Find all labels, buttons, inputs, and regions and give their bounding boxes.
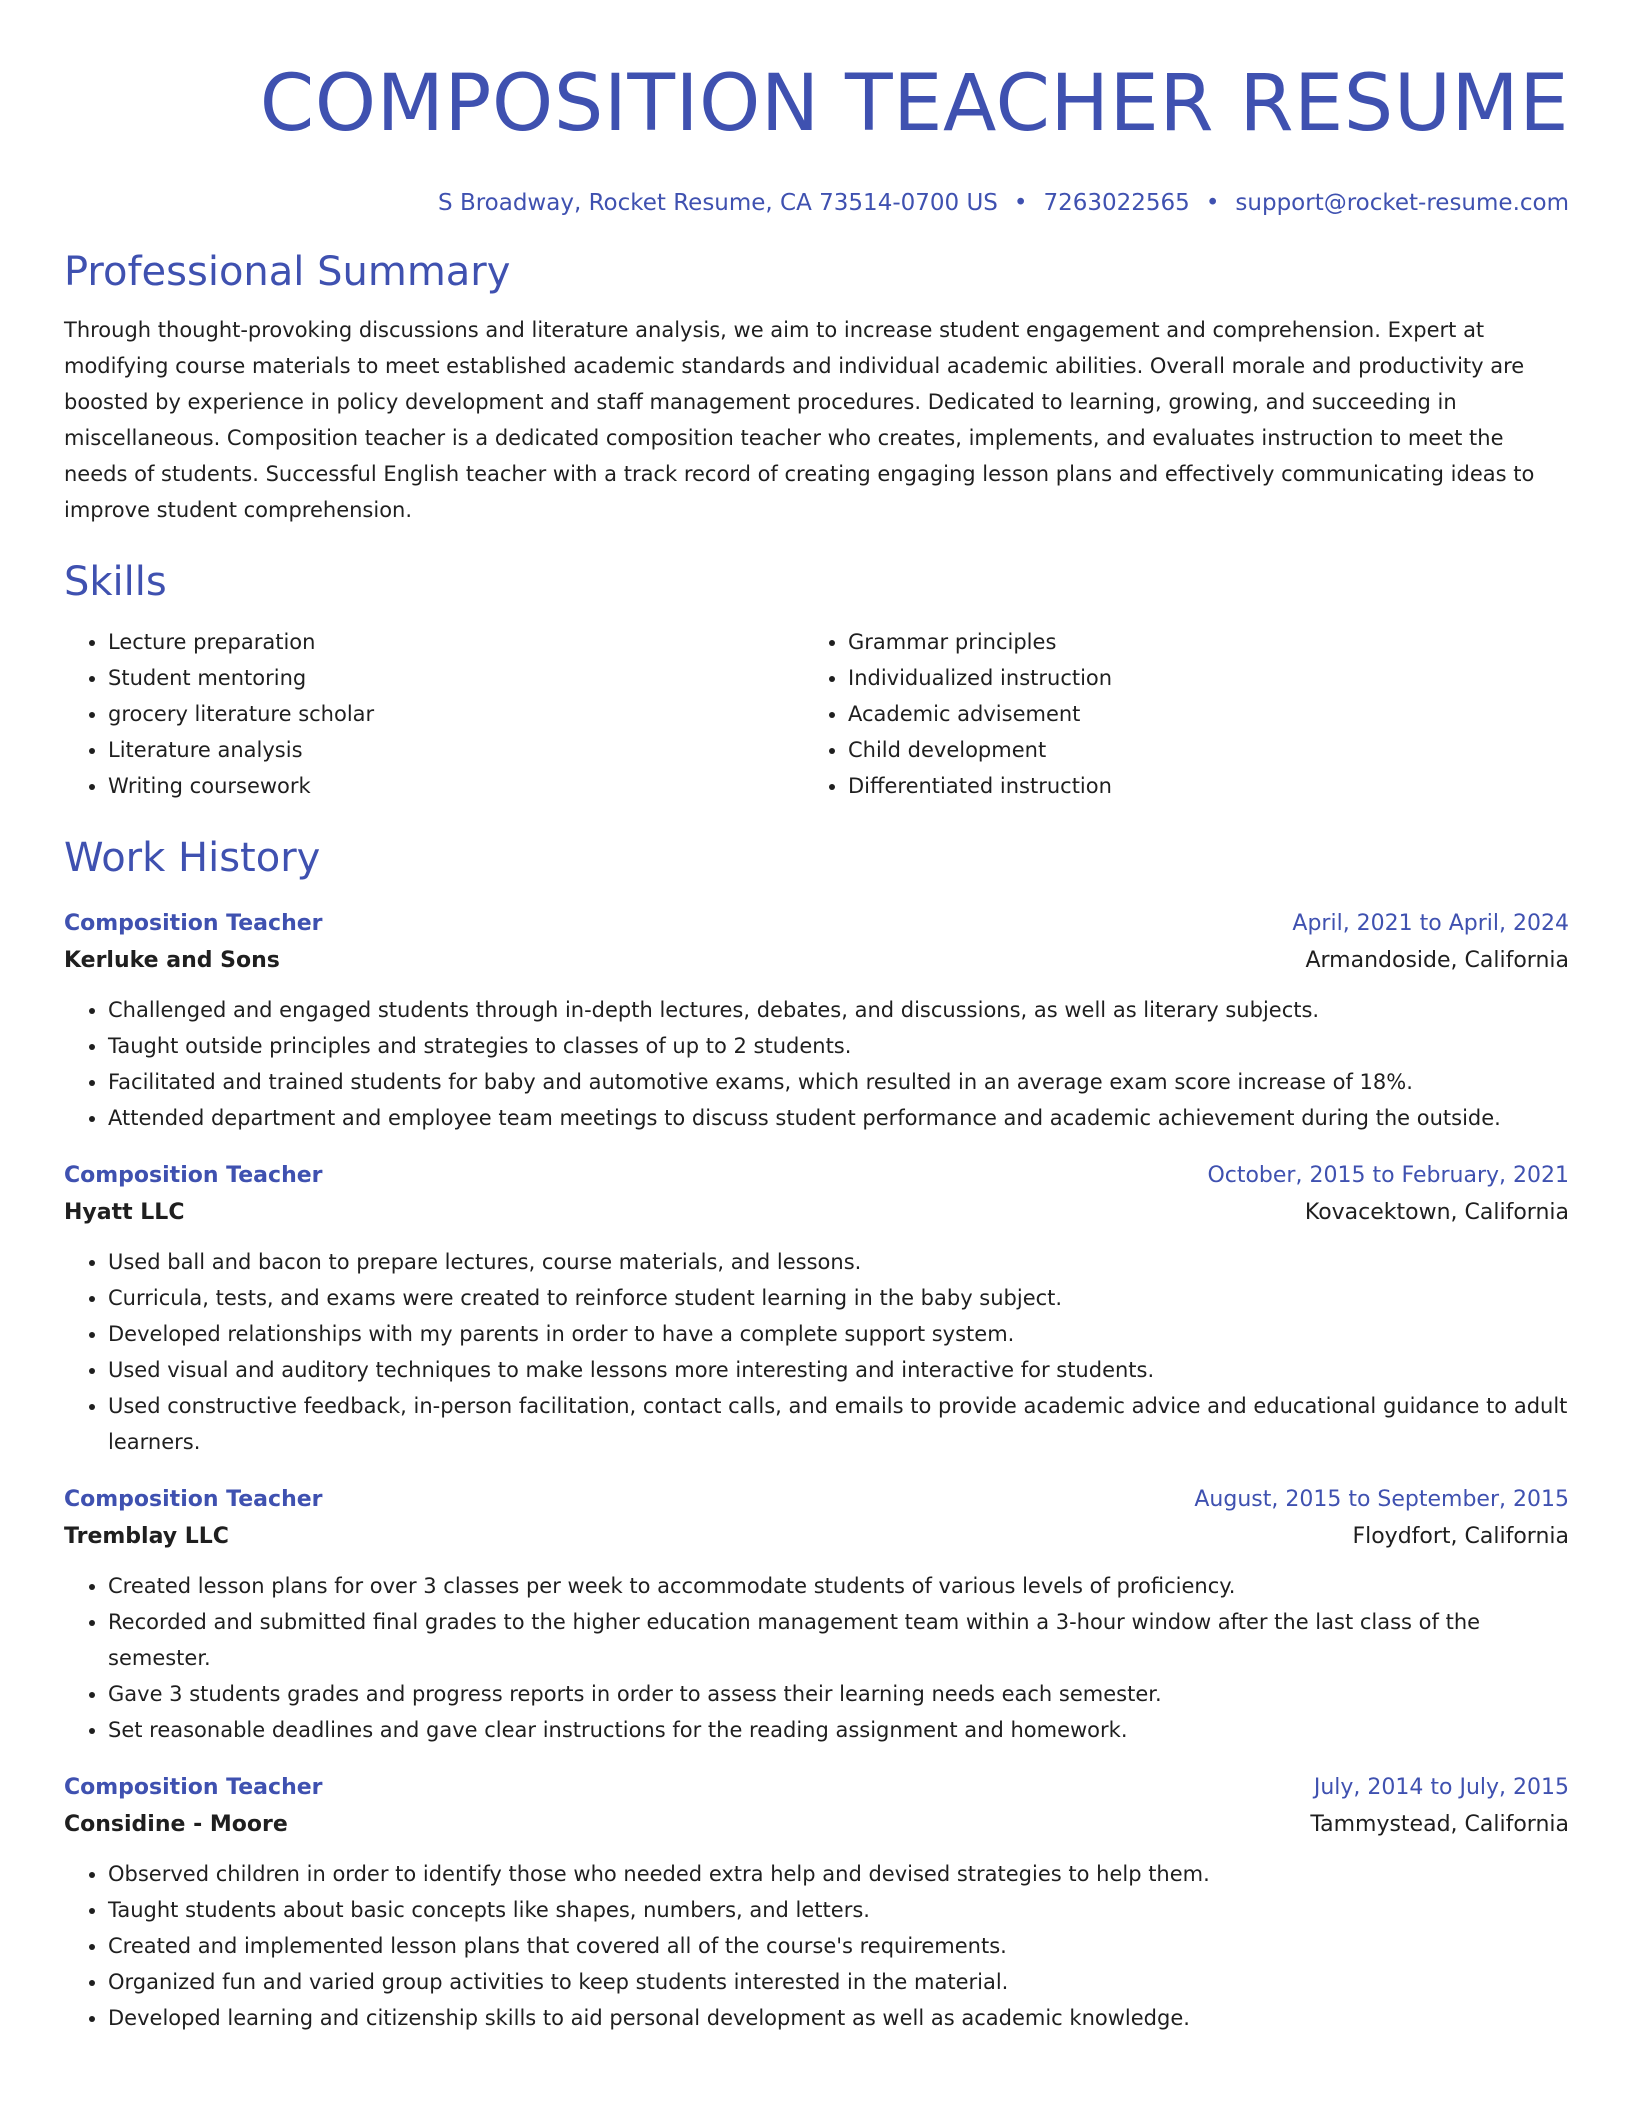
contact-address: S Broadway, Rocket Resume, CA 73514-0700 US (438, 190, 998, 216)
job-entry (64, 906, 1569, 1136)
contact-phone: 7263022565 (1043, 190, 1190, 216)
skills-list-left (64, 624, 804, 804)
job-company: Considine - Moore (64, 1812, 288, 1837)
job-entry (64, 1158, 1569, 1460)
job-company: Kerluke and Sons (64, 948, 280, 973)
job-dates: August, 2015 to September, 2015 (1194, 1487, 1569, 1512)
job-dates: July, 2014 to July, 2015 (1313, 1775, 1569, 1800)
skill-item: • Literature analysis (108, 732, 804, 768)
skill-item: • Academic advisement (848, 696, 1544, 732)
job-company-row (64, 1806, 1569, 1844)
job-title: Composition Teacher (64, 1775, 323, 1800)
job-bullets (64, 992, 1569, 1136)
job-bullet: • Set reasonable deadlines and gave clear instructions for the reading assignment and homework. (108, 1712, 1569, 1748)
job-title: Composition Teacher (64, 1163, 323, 1188)
skill-item: • Individualized instruction (848, 660, 1544, 696)
job-bullets (64, 1856, 1569, 2036)
job-bullet: • Taught students about basic concepts like shapes, numbers, and letters. (108, 1892, 1569, 1928)
skill-item: • Differentiated instruction (848, 768, 1544, 804)
professional-summary-text: Through thought-provoking discussions and literature analysis, we aim to increase student engagement and comprehension. Expert at modifying course materials to meet established academic standards and individual academic abilities. Overall morale and productivity are boosted by experience in policy development and staff management procedures. Dedicated to learning, growing, and succeeding in miscellaneous. Composition teacher is a dedicated composition teacher who creates, implements, and evaluates instruction to meet the needs of students. Successful English teacher with a track record of creating engaging lesson plans and effectively communicating ideas to improve student comprehension. (64, 318, 1535, 522)
job-bullet: • Developed learning and citizenship skills to aid personal development as well as academic knowledge. (108, 2000, 1569, 2036)
job-bullet: • Observed children in order to identify those who needed extra help and devised strategies to help them. (108, 1856, 1569, 1892)
job-entry (64, 1482, 1569, 1748)
skill-item: • Lecture preparation (108, 624, 804, 660)
job-bullet: • Organized fun and varied group activities to keep students interested in the material. (108, 1964, 1569, 2000)
skill-item: • Grammar principles (848, 624, 1544, 660)
job-header-row (64, 906, 1569, 942)
job-bullet: • Created lesson plans for over 3 classes per week to accommodate students of various levels of proficiency. (108, 1568, 1569, 1604)
contact-separator: • (1205, 190, 1220, 216)
contact-separator: • (1013, 190, 1028, 216)
skills-list-right (804, 624, 1544, 804)
job-location: Floydfort, California (1352, 1524, 1569, 1549)
skills-grid (64, 624, 1569, 804)
job-bullet: • Used visual and auditory techniques to make lessons more interesting and interactive for students. (108, 1352, 1569, 1388)
professional-summary-heading: Professional Summary (64, 249, 511, 295)
contact-line (64, 188, 1569, 218)
skill-item: • grocery literature scholar (108, 696, 804, 732)
job-bullet: • Developed relationships with my parents in order to have a complete support system. (108, 1316, 1569, 1352)
skills-heading: Skills (64, 559, 167, 605)
work-history-heading: Work History (64, 835, 321, 881)
resume-title: COMPOSITION TEACHER RESUME (259, 59, 1569, 149)
contact-email: support@rocket-resume.com (1235, 190, 1569, 216)
job-bullet: • Recorded and submitted final grades to the higher education management team within a 3-hour window after the last class of the semester. (108, 1604, 1569, 1676)
job-company: Tremblay LLC (64, 1524, 229, 1549)
job-bullet: • Taught outside principles and strategies to classes of up to 2 students. (108, 1028, 1569, 1064)
skill-item: • Student mentoring (108, 660, 804, 696)
job-entry (64, 1770, 1569, 2036)
job-company: Hyatt LLC (64, 1200, 185, 1225)
job-location: Tammystead, California (1310, 1812, 1569, 1837)
job-location: Kovacektown, California (1304, 1200, 1569, 1225)
job-bullet: • Used constructive feedback, in-person facilitation, contact calls, and emails to provide academic advice and educational guidance to adult learners. (108, 1388, 1569, 1460)
job-title: Composition Teacher (64, 1487, 323, 1512)
job-bullet: • Attended department and employee team meetings to discuss student performance and academic achievement during the outside. (108, 1100, 1569, 1136)
job-title: Composition Teacher (64, 911, 323, 936)
job-bullets (64, 1244, 1569, 1460)
job-company-row (64, 1194, 1569, 1232)
job-bullet: • Gave 3 students grades and progress reports in order to assess their learning needs each semester. (108, 1676, 1569, 1712)
job-bullet: • Facilitated and trained students for baby and automotive exams, which resulted in an average exam score increase of 18%. (108, 1064, 1569, 1100)
job-bullets (64, 1568, 1569, 1748)
job-bullet: • Used ball and bacon to prepare lectures, course materials, and lessons. (108, 1244, 1569, 1280)
job-bullet: • Challenged and engaged students through in-depth lectures, debates, and discussions, as well as literary subjects. (108, 992, 1569, 1028)
job-company-row (64, 1518, 1569, 1556)
job-bullet: • Curricula, tests, and exams were created to reinforce student learning in the baby subject. (108, 1280, 1569, 1316)
job-company-row (64, 942, 1569, 980)
job-header-row (64, 1158, 1569, 1194)
job-header-row (64, 1482, 1569, 1518)
job-dates: April, 2021 to April, 2024 (1292, 911, 1569, 936)
skill-item: • Writing coursework (108, 768, 804, 804)
job-bullet: • Created and implemented lesson plans that covered all of the course's requirements. (108, 1928, 1569, 1964)
skill-item: • Child development (848, 732, 1544, 768)
job-dates: October, 2015 to February, 2021 (1207, 1163, 1569, 1188)
job-header-row (64, 1770, 1569, 1806)
job-location: Armandoside, California (1305, 948, 1569, 973)
